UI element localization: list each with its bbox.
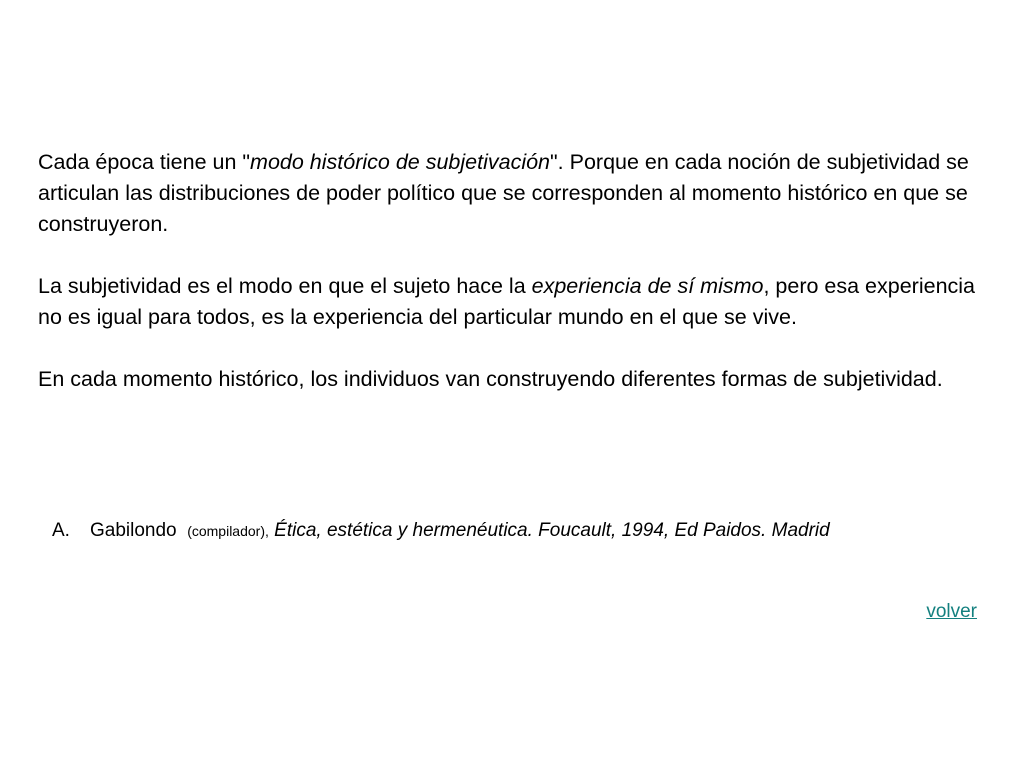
paragraph-2 (38, 271, 978, 333)
paragraph-2-emphasis: experiencia de sí mismo (531, 274, 764, 298)
back-link-container (926, 598, 977, 626)
paragraph-1-text: Cada época tiene un " (38, 150, 251, 174)
citation-role: (compilador), (187, 523, 269, 539)
paragraph-2-text-end: , pero esa experiencia no es igual para todos, es la experiencia del particular mundo en el que se vive. (38, 274, 976, 329)
main-text (38, 147, 978, 395)
citation-author: Gabilondo (90, 520, 177, 541)
paragraph-3: En cada momento histórico, los individuos van construyendo diferentes formas de subjetividad. (38, 367, 943, 391)
back-link[interactable]: volver (926, 601, 977, 622)
citation-marker: A. (52, 520, 70, 541)
paragraph-1 (38, 147, 978, 240)
citation-work: Ética, estética y hermenéutica. Foucault, 1994, Ed Paidos. Madrid (274, 520, 830, 541)
citation (52, 516, 992, 546)
paragraph-1-text-end: ". Porque en cada noción de subjetividad se articulan las distribuciones de poder político que se corresponden al momento histórico en que se construyeron. (38, 150, 969, 236)
paragraph-2-text: La subjetividad es el modo en que el sujeto hace la (38, 274, 532, 298)
paragraph-1-emphasis: modo histórico de subjetivación (250, 150, 551, 174)
